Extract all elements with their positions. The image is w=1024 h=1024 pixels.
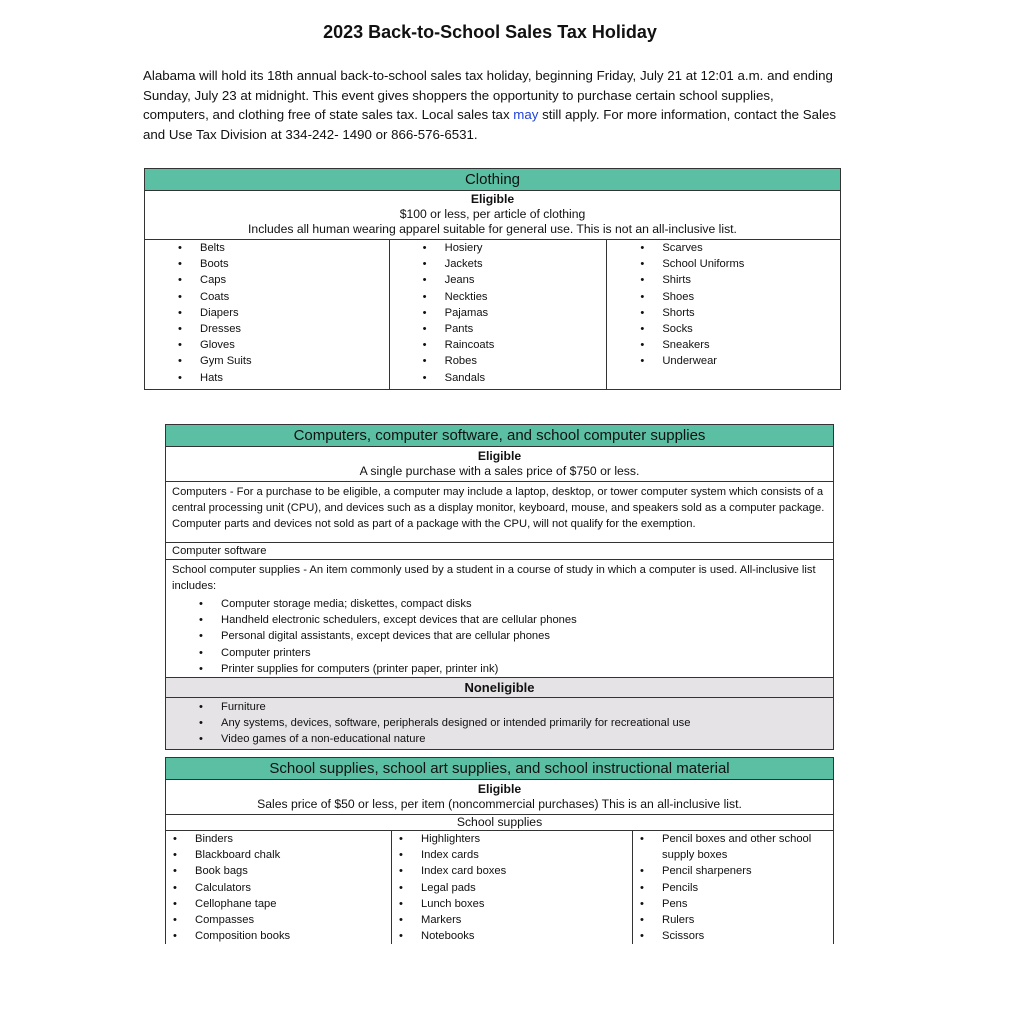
intro-text-1: Alabama will hold its 18th annual back-to-school sales tax holiday, beginning Friday, July 21 at 12:01 a.m. and ending Sunday, July 23 at midnight. This event gives shoppers the opportunity to purchase certain school supplies, computers, and clothing free of state sales tax. Local sales tax [143,68,833,122]
clothing-eligible-cell [145,191,841,240]
computer-supplies-cell [166,560,834,678]
list-item: • Index cards [421,847,632,863]
list-item: • Video games of a non-educational nature [221,731,833,747]
list-item: • Jeans [445,272,607,288]
list-item: • Neckties [445,289,607,305]
clothing-col-1 [145,240,390,390]
clothing-col-2 [389,240,607,390]
list-item: • School Uniforms [662,256,840,272]
clothing-eligible-label: Eligible [470,192,515,206]
clothing-list-3 [607,240,840,370]
list-item: • Dresses [200,321,389,337]
list-item: • Pencil sharpeners [662,863,833,879]
intro-paragraph [143,66,843,144]
intro-text-2: still apply. For more information, contact the Sales and Use Tax Division at 334-242- 1490 or 866-576-6531. [143,107,837,142]
list-item: • Legal pads [421,880,632,896]
clothing-col-3 [607,240,841,390]
list-item: • Caps [200,272,389,288]
list-item: • Calculators [195,880,391,896]
computer-software-label: Computer software [166,543,834,560]
school-col-1 [166,831,392,945]
intro-may-highlight: may [513,107,539,122]
computers-eligible-cell [166,447,834,482]
noneligible-cell [166,698,834,750]
list-item: • Socks [662,321,840,337]
computers-eligible-label: Eligible [477,449,522,463]
computers-header: Computers, computer software, and school computer supplies [166,425,834,447]
school-header: School supplies, school art supplies, and school instructional material [166,758,834,780]
list-item: • Sandals [445,370,607,386]
school-supplies-subheader: School supplies [166,815,834,831]
page-title: 2023 Back-to-School Sales Tax Holiday [323,22,657,42]
list-item: • Hats [200,370,389,386]
list-item: • Scarves [662,240,840,256]
clothing-table [144,168,841,390]
computers-definition: Computers - For a purchase to be eligible, a computer may include a laptop, desktop, or tower computer system which consists of a central processing unit (CPU), and devices such as a display monitor, keyboard, mouse, and speakers sold as a computer package. Computer parts and devices not sold as part of a package with the CPU, will not qualify for the exemption. [166,482,834,543]
list-item: • Highlighters [421,831,632,847]
list-item: • Underwear [662,353,840,369]
list-item: • Composition books [195,928,391,944]
list-item: • Hosiery [445,240,607,256]
list-item: • Pajamas [445,305,607,321]
school-list-3 [633,831,833,944]
list-item: • Any systems, devices, software, peripherals designed or intended primarily for recreational use [221,715,833,731]
clothing-list-2 [390,240,607,386]
list-item: • Pencil boxes and other school supply boxes [662,831,833,863]
list-item: • Shorts [662,305,840,321]
list-item: • Pencils [662,880,833,896]
computer-supplies-text: School computer supplies - An item commonly used by a student in a course of study in which a computer is used. All-inclusive list includes: [172,564,816,592]
list-item: • Computer printers [221,645,833,661]
clothing-limit: $100 or less, per article of clothing [399,207,586,221]
list-item: • Furniture [221,699,833,715]
clothing-list-1 [145,240,389,386]
list-item: • Lunch boxes [421,896,632,912]
list-item: • Scissors [662,928,833,944]
list-item: • Gym Suits [200,353,389,369]
list-item: • Boots [200,256,389,272]
list-item: • Jackets [445,256,607,272]
school-eligible-cell [166,780,834,815]
list-item: • Shirts [662,272,840,288]
list-item: • Markers [421,912,632,928]
list-item: • Compasses [195,912,391,928]
list-item: • Pens [662,896,833,912]
list-item: • Computer storage media; diskettes, compact disks [221,596,833,612]
list-item: • Notebooks [421,928,632,944]
school-limit: Sales price of $50 or less, per item (noncommercial purchases) This is an all-inclusive list. [257,797,742,811]
noneligible-label: Noneligible [166,678,834,698]
school-col-3 [633,831,834,945]
noneligible-list [166,699,833,748]
list-item: • Gloves [200,337,389,353]
list-item: • Sneakers [662,337,840,353]
school-eligible-label: Eligible [477,782,522,796]
list-item: • Belts [200,240,389,256]
list-item: • Diapers [200,305,389,321]
school-list-1 [166,831,391,944]
school-col-2 [392,831,633,945]
list-item: • Coats [200,289,389,305]
clothing-note: Includes all human wearing apparel suitable for general use. This is not an all-inclusive list. [248,222,737,236]
computer-supplies-list [166,596,833,677]
list-item: • Printer supplies for computers (printer paper, printer ink) [221,661,833,677]
clothing-header: Clothing [145,169,841,191]
list-item: • Cellophane tape [195,896,391,912]
list-item: • Robes [445,353,607,369]
list-item: • Index card boxes [421,863,632,879]
list-item: • Rulers [662,912,833,928]
list-item: • Handheld electronic schedulers, except devices that are cellular phones [221,612,833,628]
list-item: • Binders [195,831,391,847]
list-item: • Book bags [195,863,391,879]
computers-table [165,424,834,750]
school-supplies-table [165,757,834,944]
list-item: • Raincoats [445,337,607,353]
list-item: • Blackboard chalk [195,847,391,863]
computers-limit: A single purchase with a sales price of $750 or less. [359,464,640,478]
school-list-2 [392,831,632,944]
list-item: • Pants [445,321,607,337]
list-item: • Shoes [662,289,840,305]
list-item: • Personal digital assistants, except devices that are cellular phones [221,628,833,644]
